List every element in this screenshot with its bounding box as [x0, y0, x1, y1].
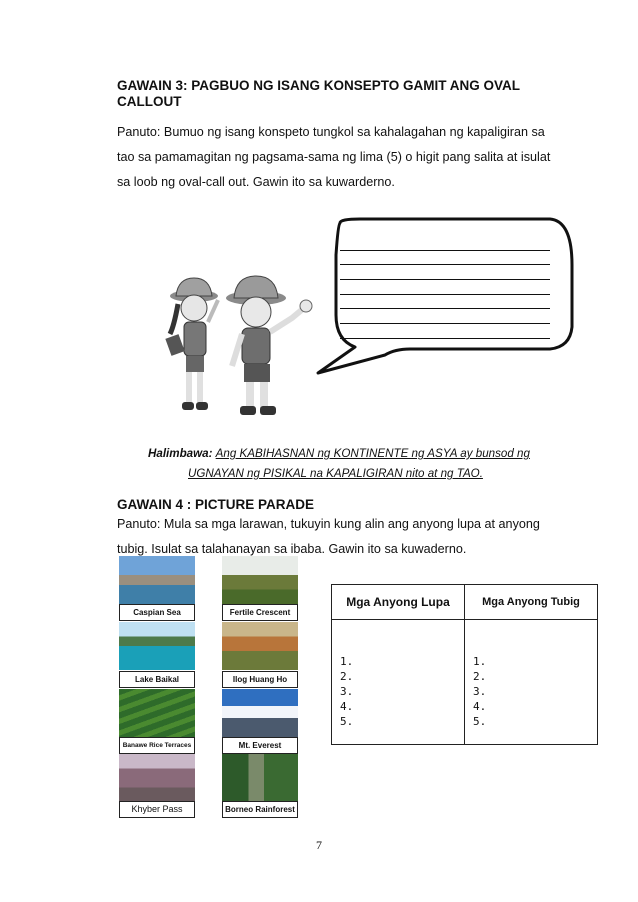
- caption-banawe-rice-terraces: Banawe Rice Terraces: [119, 737, 195, 754]
- instruction-line: Panuto: Mula sa mga larawan, tukuyin kung alin ang anyong lupa at anyong: [117, 517, 540, 531]
- gawain3-instructions: [117, 120, 567, 195]
- example-statement: [148, 444, 568, 484]
- instruction-line: Panuto: Bumuo ng isang konspeto tungkol sa kahalagahan ng kapaligiran sa: [117, 125, 545, 139]
- writing-line: [340, 251, 550, 266]
- list-number: 2.: [473, 670, 487, 683]
- gawain4-instructions: [117, 512, 567, 562]
- lupa-answer-cell[interactable]: [332, 620, 465, 745]
- writing-line: [340, 236, 550, 251]
- writing-line: [340, 280, 550, 295]
- caption-mt-everest: Mt. Everest: [222, 737, 298, 754]
- list-number: 1.: [340, 655, 354, 668]
- lake-baikal-photo: [119, 622, 195, 670]
- gawain3-title: GAWAIN 3: PAGBUO NG ISANG KONSEPTO GAMIT ANG OVAL CALLOUT: [117, 78, 520, 109]
- writing-line: [340, 265, 550, 280]
- list-number: 3.: [473, 685, 487, 698]
- list-number: 2.: [340, 670, 354, 683]
- caspian-sea-photo: [119, 556, 195, 604]
- writing-line: [340, 309, 550, 324]
- list-number: 5.: [473, 715, 487, 728]
- anyong-table: [331, 584, 598, 745]
- huang-ho-photo: [222, 622, 298, 670]
- writing-line: [340, 295, 550, 310]
- banawe-rice-terraces-photo: [119, 689, 195, 737]
- explorer-kids-illustration: [160, 274, 320, 434]
- caption-borneo-rainforest: Borneo Rainforest: [222, 801, 298, 818]
- list-number: 4.: [473, 700, 487, 713]
- page-number: 7: [316, 838, 322, 852]
- caption-caspian-sea: Caspian Sea: [119, 604, 195, 621]
- fertile-crescent-photo: [222, 556, 298, 604]
- example-line-1: Ang KABIHASNAN ng KONTINENTE ng ASYA ay bunsod ng: [215, 447, 530, 460]
- caption-khyber-pass: Khyber Pass: [119, 801, 195, 818]
- instruction-line: tubig. Isulat sa talahanayan sa ibaba. Gawin ito sa kuwaderno.: [117, 542, 467, 556]
- caption-ilog-huang-ho: Ilog Huang Ho: [222, 671, 298, 688]
- instruction-line: sa loob ng oval-call out. Gawin ito sa kuwarderno.: [117, 175, 395, 189]
- tubig-answer-cell[interactable]: [465, 620, 598, 745]
- example-label: Halimbawa:: [148, 447, 213, 460]
- writing-line: [340, 324, 550, 339]
- list-number: 3.: [340, 685, 354, 698]
- list-number: 1.: [473, 655, 487, 668]
- instruction-line: tao sa pamamagitan ng pagsama-sama ng lima (5) o higit pang salita at isulat: [117, 150, 551, 164]
- caption-fertile-crescent: Fertile Crescent: [222, 604, 298, 621]
- bubble-writing-lines: [340, 236, 550, 339]
- list-number: 5.: [340, 715, 354, 728]
- gawain4-title: GAWAIN 4 : PICTURE PARADE: [117, 497, 315, 512]
- list-number: 4.: [340, 700, 354, 713]
- header-anyong-tubig: Mga Anyong Tubig: [465, 585, 598, 620]
- borneo-rainforest-photo: [222, 754, 298, 802]
- caption-lake-baikal: Lake Baikal: [119, 671, 195, 688]
- mt-everest-photo: [222, 689, 298, 737]
- header-anyong-lupa: Mga Anyong Lupa: [332, 585, 465, 620]
- example-line-2: UGNAYAN ng PISIKAL na KAPALIGIRAN nito at ng TAO.: [188, 467, 483, 480]
- khyber-pass-photo: [119, 754, 195, 802]
